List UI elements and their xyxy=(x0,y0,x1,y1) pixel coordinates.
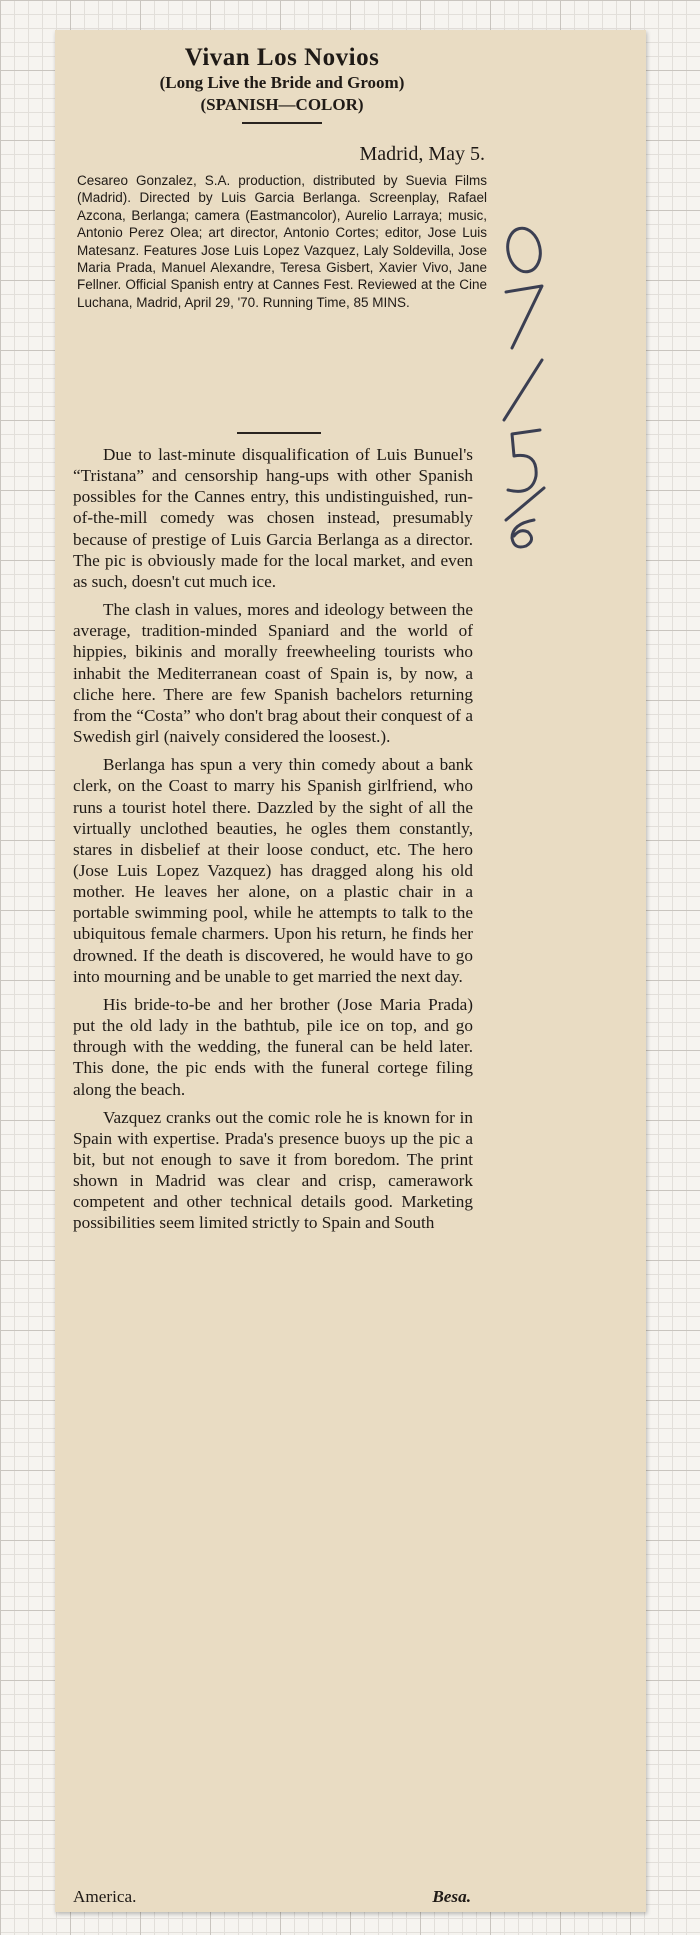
article-subtitle: (Long Live the Bride and Groom) xyxy=(159,73,405,92)
closing-line xyxy=(73,1886,471,1908)
dateline: Madrid, May 5. xyxy=(359,143,485,165)
credits-divider xyxy=(237,432,321,434)
paragraph: His bride-to-be and her brother (Jose Maria Prada) put the old lady in the bathtub, pile ice on top, and go through with the wedding, the funeral can be held later. This done, the pic ends with the funeral cortege filing along the beach. xyxy=(73,994,473,1099)
paragraph: Vazquez cranks out the comic role he is known for in Spain with expertise. Prada's presence buoys up the pic a bit, but not enough to save it from boredom. The print shown in Madrid was clear and crisp, camerawork competent and other technical details good. Marketing possibilities seem limited strictly to Spain and South xyxy=(73,1107,473,1233)
reviewer-byline: Besa. xyxy=(432,1887,471,1906)
article-format: (SPANISH—COLOR) xyxy=(200,95,364,114)
review-body xyxy=(73,444,473,1241)
header-divider xyxy=(242,122,322,124)
credits-block: Cesareo Gonzalez, S.A. production, distributed by Suevia Films (Madrid). Directed by Luis Garcia Berlanga. Screenplay, Rafael Azcona, Berlanga; camera (Eastmancolor), Aurelio Larraya; music, Antonio Perez Olea; art director, Antonio Cortes; editor, Jose Luis Matesanz. Features Jose Luis Lopez Vazquez, Laly Soldevilla, Jose Maria Prada, Manuel Alexandre, Teresa Gisbert, Xavier Vivo, Jane Fellner. Official Spanish entry at Cannes Fest. Reviewed at the Cine Luchana, Madrid, April 29, '70. Running Time, 85 MINS. xyxy=(77,173,487,310)
paragraph: Due to last-minute disqualification of Luis Bunuel's “Tristana” and censorship hang-ups with other Spanish possibles for the Cannes entry, this undistinguished, run-of-the-mill comedy was chosen instead, presumably because of prestige of Luis Garcia Berlanga as a director. The pic is obviously made for the local market, and even as such, doesn't cut much ice. xyxy=(73,445,473,591)
paragraph: Berlanga has spun a very thin comedy about a bank clerk, on the Coast to marry his Spanish girlfriend, who runs a tourist hotel there. Dazzled by the sight of all the virtually unclothed beauties, he ogles them constantly, stares in disbelief at their loose conduct, etc. The hero (Jose Luis Lopez Vazquez) has dragged along his old mother. He leaves her alone, on a plastic chair in a portable swimming pool, while he attempts to talk to the ubiquitous female charmers. Upon his return, he finds her drowned. If the death is discovered, he would have to go into mourning and be unable to get married the next day. xyxy=(73,755,473,986)
closing-word: America. xyxy=(73,1887,137,1906)
article-header xyxy=(75,44,489,124)
handwritten-date-note xyxy=(482,220,562,550)
paragraph: The clash in values, mores and ideology between the average, tradition-minded Spaniard and the world of hippies, bikinis and morally freewheeling tourists who inhabit the Mediterranean coast of Spain is, by now, a cliche here. There are few Spanish bachelors returning from the “Costa” who don't brag about their conquest of a Swedish girl (naively considered the loosest.). xyxy=(73,600,473,747)
article-title: Vivan Los Novios xyxy=(184,44,380,71)
